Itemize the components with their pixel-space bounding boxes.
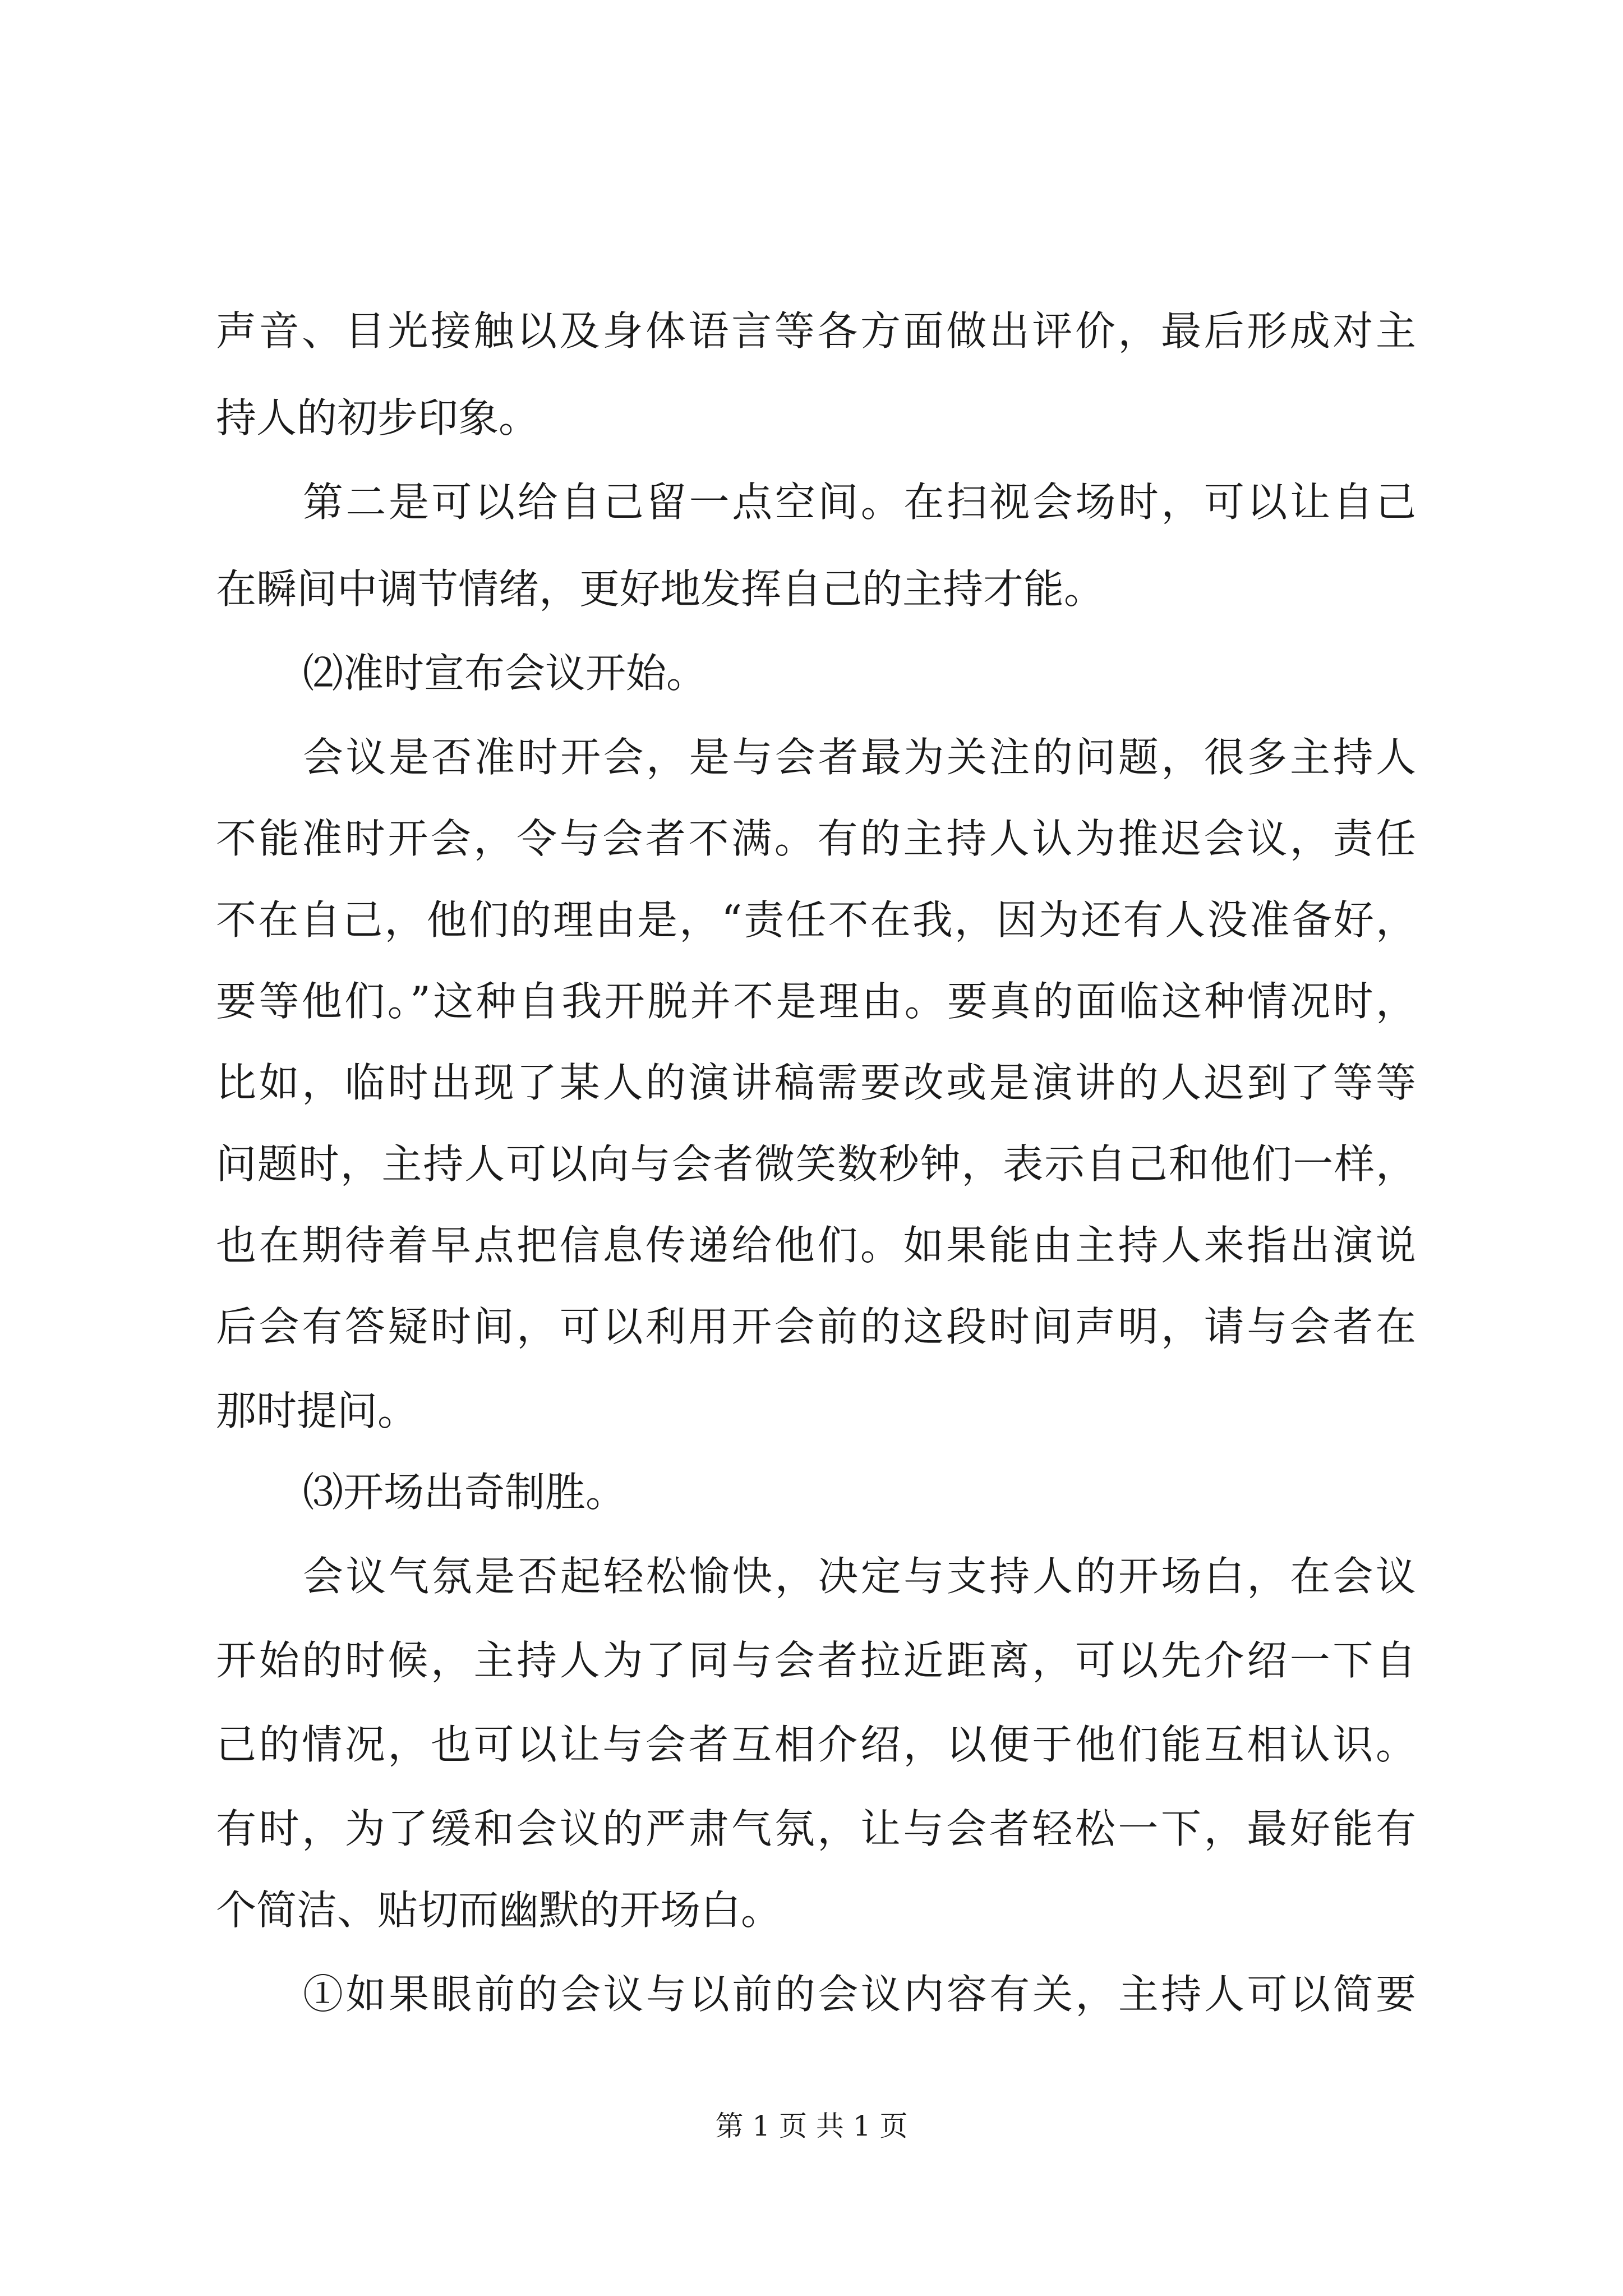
text-line: 在瞬间中调节情绪，更好地发挥自己的主持才能。 [216,565,1105,613]
text-line: 那时提问。 [216,1387,418,1434]
text-line: 第二是可以给自己留一点空间。在扫视会场时，可以让自己 [303,478,1416,526]
text-line: 会议气氛是否起轻松愉快，决定与支持人的开场白，在会议 [303,1553,1416,1600]
section-heading: ⑶开场出奇制胜。 [303,1469,626,1516]
text-line: 声音、目光接触以及身体语言等各方面做出评价，最后形成对主 [216,307,1416,355]
text-line: 会议是否准时开会，是与会者最为关注的问题，很多主持人 [303,734,1416,781]
text-line: 不能准时开会，令与会者不满。有的主持人认为推迟会议，责任 [216,815,1416,862]
text-line: 也在期待着早点把信息传递给他们。如果能由主持人来指出演说 [216,1222,1416,1269]
text-line: 后会有答疑时间，可以利用开会前的这段时间声明，请与会者在 [216,1303,1416,1350]
text-line: 要等他们。”这种自我开脱并不是理由。要真的面临这种情况时， [216,978,1416,1025]
section-heading: ⑵准时宣布会议开始。 [303,650,707,697]
text-line: 不在自己，他们的理由是，“责任不在我，因为还有人没准备好， [216,896,1416,944]
text-line: 己的情况，也可以让与会者互相介绍，以便于他们能互相认识。 [216,1721,1416,1768]
text-line: 持人的初步印象。 [216,394,540,441]
text-line: 有时，为了缓和会议的严肃气氛，让与会者轻松一下，最好能有 [216,1805,1416,1852]
text-line: ①如果眼前的会议与以前的会议内容有关，主持人可以简要 [303,1971,1416,2018]
text-line: 开始的时候，主持人为了同与会者拉近距离，可以先介绍一下自 [216,1637,1416,1684]
page-number: 第 1 页 共 1 页 [715,2110,908,2142]
text-line: 问题时，主持人可以向与会者微笑数秒钟，表示自己和他们一样， [216,1140,1416,1188]
text-line: 比如，临时出现了某人的演讲稿需要改或是演讲的人迟到了等等 [216,1059,1416,1106]
text-line: 个简洁、贴切而幽默的开场白。 [216,1887,782,1934]
